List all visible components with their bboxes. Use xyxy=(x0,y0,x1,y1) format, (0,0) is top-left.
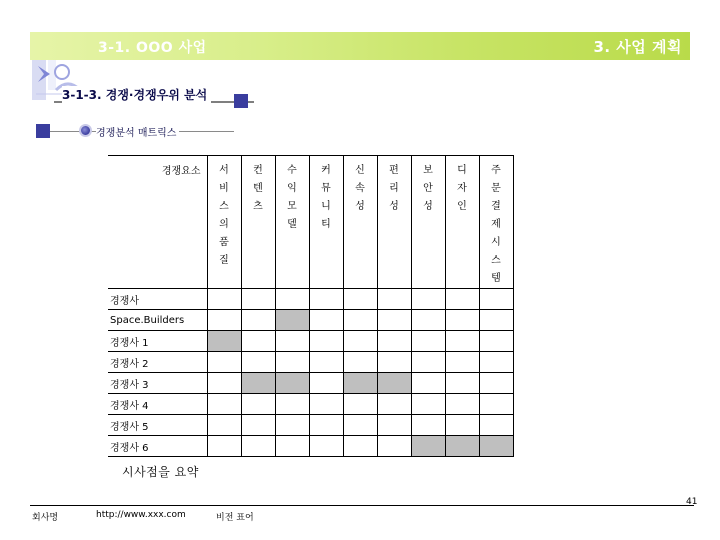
matrix-cell xyxy=(241,415,275,436)
column-header xyxy=(479,156,513,289)
column-header-label: 수익모델 xyxy=(287,165,297,230)
matrix-cell xyxy=(207,436,241,457)
matrix-cell xyxy=(479,394,513,415)
matrix-cell-filled xyxy=(343,373,377,394)
matrix-cell xyxy=(479,352,513,373)
column-header-label: 컨텐츠 xyxy=(253,165,263,212)
column-header-label: 편리성 xyxy=(389,165,399,212)
matrix-cell xyxy=(445,394,479,415)
footer-rule xyxy=(30,505,694,506)
matrix-cell xyxy=(343,310,377,331)
matrix-cell xyxy=(309,415,343,436)
column-header-label: 주문결제시스템 xyxy=(491,165,501,284)
matrix-cell-filled xyxy=(207,331,241,352)
column-header-label: 디자인 xyxy=(457,165,467,212)
matrix-cell xyxy=(275,415,309,436)
column-header-label: 커뮤니티 xyxy=(321,165,331,230)
matrix-cell xyxy=(377,289,411,310)
matrix-cell xyxy=(343,331,377,352)
table-row xyxy=(108,394,513,415)
matrix-cell xyxy=(207,394,241,415)
matrix-square-marker xyxy=(36,124,50,138)
matrix-cell xyxy=(309,331,343,352)
section-title: 3-1. OOO 사업 xyxy=(98,40,207,56)
matrix-cell xyxy=(241,394,275,415)
matrix-cell xyxy=(445,310,479,331)
table-row xyxy=(108,352,513,373)
header-bar xyxy=(30,32,690,60)
bullet-circle-icon xyxy=(79,124,92,137)
column-header xyxy=(377,156,411,289)
matrix-cell xyxy=(207,352,241,373)
chapter-title: 3. 사업 계획 xyxy=(593,38,682,56)
matrix-cell xyxy=(275,394,309,415)
matrix-cell xyxy=(411,415,445,436)
column-header xyxy=(241,156,275,289)
matrix-cell xyxy=(309,436,343,457)
matrix-cell xyxy=(207,310,241,331)
column-header xyxy=(309,156,343,289)
matrix-cell xyxy=(241,352,275,373)
matrix-cell xyxy=(343,415,377,436)
matrix-cell xyxy=(309,394,343,415)
matrix-cell xyxy=(377,436,411,457)
matrix-cell xyxy=(275,436,309,457)
row-label: 경쟁사 3 xyxy=(108,373,207,394)
column-header xyxy=(207,156,241,289)
matrix-cell xyxy=(343,436,377,457)
matrix-cell xyxy=(241,310,275,331)
row-label: 경쟁사 4 xyxy=(108,394,207,415)
row-label: 경쟁사 xyxy=(108,289,207,310)
matrix-cell-filled xyxy=(411,436,445,457)
table-row xyxy=(108,373,513,394)
page-number: 41 xyxy=(686,497,698,507)
matrix-cell xyxy=(377,394,411,415)
matrix-cell xyxy=(309,310,343,331)
row-label: Space.Builders xyxy=(108,310,207,331)
matrix-cell-filled xyxy=(241,373,275,394)
matrix-cell xyxy=(479,310,513,331)
matrix-cell-filled xyxy=(445,436,479,457)
table-row xyxy=(108,289,513,310)
table-header-row xyxy=(108,156,513,289)
matrix-cell xyxy=(241,331,275,352)
column-header xyxy=(275,156,309,289)
matrix-cell xyxy=(479,373,513,394)
matrix-cell xyxy=(343,352,377,373)
table-row xyxy=(108,415,513,436)
matrix-cell xyxy=(275,289,309,310)
matrix-cell xyxy=(445,289,479,310)
matrix-cell xyxy=(275,331,309,352)
matrix-cell xyxy=(309,373,343,394)
matrix-cell xyxy=(377,331,411,352)
competitive-matrix-table xyxy=(108,155,514,457)
matrix-cell xyxy=(445,373,479,394)
column-header-label: 신속성 xyxy=(355,165,365,212)
matrix-cell-filled xyxy=(275,373,309,394)
matrix-cell xyxy=(377,415,411,436)
matrix-cell xyxy=(377,352,411,373)
subtitle: 3-1-3. 경쟁·경쟁우위 분석 xyxy=(62,86,211,103)
matrix-cell xyxy=(411,352,445,373)
row-label: 경쟁사 2 xyxy=(108,352,207,373)
matrix-cell xyxy=(207,373,241,394)
summary-text: 시사점을 요약 xyxy=(122,465,199,479)
matrix-cell xyxy=(309,352,343,373)
column-header xyxy=(411,156,445,289)
table-corner-label: 경쟁요소 xyxy=(108,156,207,289)
matrix-cell xyxy=(445,415,479,436)
row-label: 경쟁사 1 xyxy=(108,331,207,352)
matrix-cell xyxy=(445,352,479,373)
matrix-cell-filled xyxy=(275,310,309,331)
matrix-cell-filled xyxy=(377,373,411,394)
footer-url[interactable]: http://www.xxx.com xyxy=(96,510,186,520)
matrix-cell xyxy=(411,331,445,352)
footer-note: 비전 표어 xyxy=(216,513,254,523)
matrix-cell xyxy=(207,415,241,436)
table-row xyxy=(108,310,513,331)
column-header-label: 보안성 xyxy=(423,165,433,212)
matrix-cell xyxy=(377,310,411,331)
matrix-cell xyxy=(411,289,445,310)
matrix-cell xyxy=(241,289,275,310)
matrix-cell xyxy=(411,394,445,415)
matrix-title: 경쟁분석 매트릭스 xyxy=(96,124,179,139)
matrix-cell xyxy=(411,310,445,331)
column-header xyxy=(343,156,377,289)
matrix-cell xyxy=(275,352,309,373)
matrix-cell xyxy=(445,331,479,352)
table-row xyxy=(108,331,513,352)
matrix-cell xyxy=(479,289,513,310)
matrix-cell xyxy=(343,394,377,415)
footer-company: 회사명 xyxy=(32,513,59,523)
matrix-cell xyxy=(309,289,343,310)
matrix-cell xyxy=(479,415,513,436)
subtitle-square-marker xyxy=(234,94,248,108)
matrix-cell xyxy=(207,289,241,310)
matrix-cell xyxy=(411,373,445,394)
table-row xyxy=(108,436,513,457)
matrix-cell xyxy=(479,331,513,352)
matrix-cell xyxy=(343,289,377,310)
row-label: 경쟁사 5 xyxy=(108,415,207,436)
row-label: 경쟁사 6 xyxy=(108,436,207,457)
column-header-label: 서비스의 품질 xyxy=(219,165,229,266)
column-header xyxy=(445,156,479,289)
matrix-cell-filled xyxy=(479,436,513,457)
matrix-cell xyxy=(241,436,275,457)
